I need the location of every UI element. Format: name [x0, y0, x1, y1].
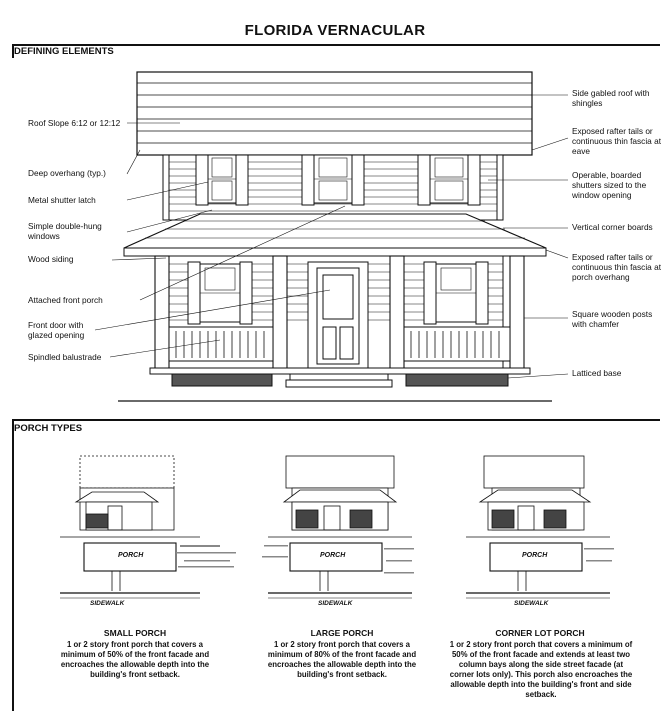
callout-metal-shutter-latch: Metal shutter latch [28, 195, 96, 205]
corner-porch-plan-label: PORCH [522, 552, 548, 559]
page-title: FLORIDA VERNACULAR [244, 22, 426, 39]
large-porch-plan-label: PORCH [320, 552, 346, 559]
callout-vertical-corner-boards: Vertical corner boards [572, 222, 653, 232]
callout-latticed-base: Latticed base [572, 368, 622, 378]
corner-porch-description: 1 or 2 story front porch that covers a minimum of 50% of the front facade and extends at least two column bays along the side street facade (at corner lots only). This porch also encroaches the allowable depth into the building's front and side setback. [449, 640, 633, 699]
small-porch-description: 1 or 2 story front porch that covers a minimum of 50% of the front facade and encroaches the allowable depth into the building's front setback. [60, 640, 210, 679]
section-heading-porch-types: PORCH TYPES [14, 423, 83, 434]
corner-porch-title: CORNER LOT PORCH [495, 628, 585, 638]
large-porch-description: 1 or 2 story front porch that covers a minimum of 80% of the front facade and encroaches the allowable depth into the building's front setback. [267, 640, 417, 679]
callout-double-hung-windows: Simple double-hung windows [28, 221, 102, 241]
small-porch-plan-label: PORCH [118, 552, 144, 559]
callout-operable-shutters: Operable, boarded shutters sized to the window opening [572, 170, 647, 200]
callout-rafter-tails-eave: Exposed rafter tails or continuous thin fascia at eave [572, 126, 662, 156]
large-porch-sidewalk-label: SIDEWALK [318, 600, 353, 607]
callout-side-gabled-roof: Side gabled roof with shingles [572, 88, 650, 108]
callout-front-door: Front door with glazed opening [28, 320, 85, 340]
callout-roof-slope: Roof Slope 6:12 or 12:12 [28, 118, 121, 128]
small-porch-title: SMALL PORCH [103, 628, 167, 638]
callout-attached-front-porch: Attached front porch [28, 295, 103, 305]
callout-square-posts: Square wooden posts with chamfer [572, 309, 653, 329]
callout-spindled-balustrade: Spindled balustrade [28, 352, 102, 362]
section-heading-defining: DEFINING ELEMENTS [14, 46, 114, 57]
large-porch-title: LARGE PORCH [310, 628, 374, 638]
callout-deep-overhang: Deep overhang (typ.) [28, 168, 106, 178]
callout-wood-siding: Wood siding [28, 254, 74, 264]
small-porch-sidewalk-label: SIDEWALK [90, 600, 125, 607]
callout-rafter-tails-porch: Exposed rafter tails or continuous thin fascia at porch overhang [572, 252, 662, 282]
corner-porch-sidewalk-label: SIDEWALK [514, 600, 549, 607]
